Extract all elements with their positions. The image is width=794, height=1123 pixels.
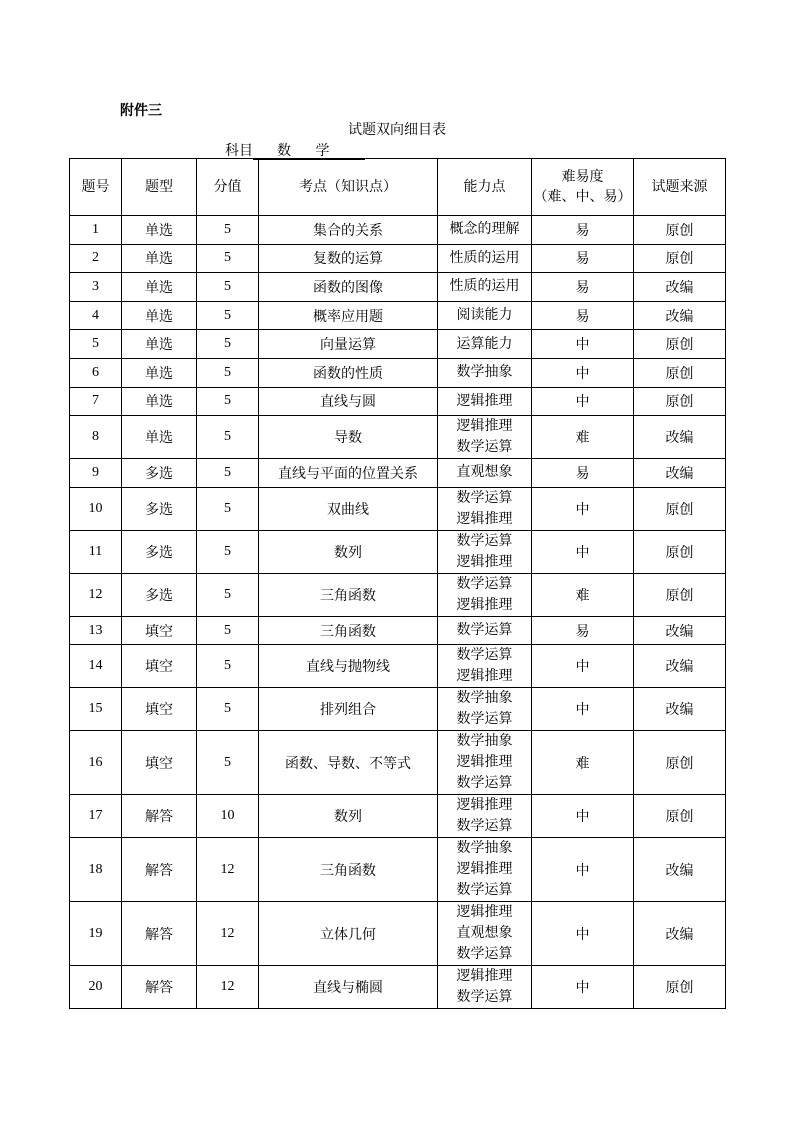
cell-ability — [438, 487, 532, 530]
cell-score: 5 — [197, 459, 259, 488]
ability-item: 概念的理解 — [449, 221, 520, 238]
cell-type: 解答 — [122, 902, 197, 966]
ability-item: 数学运算 — [456, 575, 513, 592]
ability-item: 逻辑推理 — [456, 510, 513, 527]
cell-type: 多选 — [122, 487, 197, 530]
table-row — [70, 966, 726, 1009]
ability-item: 数学运算 — [456, 711, 513, 728]
cell-difficulty: 中 — [532, 688, 634, 731]
ability-item: 逻辑推理 — [456, 797, 513, 814]
cell-no: 11 — [70, 530, 122, 573]
cell-score: 5 — [197, 530, 259, 573]
cell-source: 原创 — [634, 244, 726, 273]
cell-ability — [438, 966, 532, 1009]
ability-item: 直观想象 — [456, 925, 513, 942]
cell-no: 5 — [70, 330, 122, 359]
ability-item: 数学运算 — [456, 647, 513, 664]
table-row — [70, 301, 726, 330]
table-row — [70, 688, 726, 731]
cell-ability — [438, 645, 532, 688]
cell-source: 改编 — [634, 273, 726, 302]
cell-source: 原创 — [634, 966, 726, 1009]
cell-type: 多选 — [122, 573, 197, 616]
cell-ability — [438, 530, 532, 573]
ability-item: 性质的运用 — [449, 249, 520, 266]
cell-type: 单选 — [122, 416, 197, 459]
cell-no: 6 — [70, 358, 122, 387]
cell-source: 改编 — [634, 838, 726, 902]
cell-no: 9 — [70, 459, 122, 488]
ability-item: 性质的运用 — [449, 278, 520, 295]
cell-source: 改编 — [634, 459, 726, 488]
cell-no: 18 — [70, 838, 122, 902]
ability-item: 数学运算 — [456, 532, 513, 549]
cell-source: 改编 — [634, 902, 726, 966]
cell-type: 填空 — [122, 731, 197, 795]
table-row — [70, 358, 726, 387]
ability-item: 数学运算 — [456, 882, 513, 899]
table-row — [70, 731, 726, 795]
cell-topic: 直线与抛物线 — [259, 645, 438, 688]
cell-score: 5 — [197, 487, 259, 530]
cell-score: 5 — [197, 416, 259, 459]
cell-difficulty: 中 — [532, 795, 634, 838]
table-row — [70, 530, 726, 573]
cell-ability — [438, 273, 532, 302]
cell-topic: 三角函数 — [259, 838, 438, 902]
ability-item: 阅读能力 — [456, 307, 513, 324]
cell-topic: 直线与圆 — [259, 387, 438, 416]
ability-item: 数学运算 — [456, 989, 513, 1006]
cell-no: 8 — [70, 416, 122, 459]
ability-item: 直观想象 — [456, 464, 513, 481]
col-header-no: 题号 — [70, 159, 122, 216]
cell-topic: 概率应用题 — [259, 301, 438, 330]
col-header-source: 试题来源 — [634, 159, 726, 216]
cell-source: 改编 — [634, 301, 726, 330]
cell-ability — [438, 573, 532, 616]
cell-no: 20 — [70, 966, 122, 1009]
ability-item: 逻辑推理 — [456, 754, 513, 771]
cell-topic: 函数的图像 — [259, 273, 438, 302]
cell-score: 5 — [197, 616, 259, 645]
cell-topic: 立体几何 — [259, 902, 438, 966]
cell-difficulty: 中 — [532, 358, 634, 387]
cell-difficulty: 中 — [532, 645, 634, 688]
cell-topic: 函数、导数、不等式 — [259, 731, 438, 795]
ability-item: 运算能力 — [456, 335, 513, 352]
cell-ability — [438, 387, 532, 416]
cell-type: 解答 — [122, 838, 197, 902]
cell-type: 解答 — [122, 795, 197, 838]
cell-type: 填空 — [122, 645, 197, 688]
cell-no: 19 — [70, 902, 122, 966]
cell-source: 原创 — [634, 795, 726, 838]
cell-difficulty: 难 — [532, 573, 634, 616]
cell-no: 4 — [70, 301, 122, 330]
table-row — [70, 616, 726, 645]
cell-score: 5 — [197, 273, 259, 302]
cell-difficulty: 中 — [532, 530, 634, 573]
ability-item: 数学运算 — [456, 439, 513, 456]
table-row — [70, 459, 726, 488]
cell-difficulty: 难 — [532, 416, 634, 459]
ability-item: 逻辑推理 — [456, 861, 513, 878]
cell-source: 原创 — [634, 387, 726, 416]
cell-type: 单选 — [122, 330, 197, 359]
cell-no: 2 — [70, 244, 122, 273]
cell-difficulty: 易 — [532, 616, 634, 645]
cell-score: 10 — [197, 795, 259, 838]
cell-topic: 向量运算 — [259, 330, 438, 359]
cell-score: 5 — [197, 645, 259, 688]
cell-source: 原创 — [634, 731, 726, 795]
cell-difficulty: 易 — [532, 459, 634, 488]
cell-difficulty: 中 — [532, 330, 634, 359]
cell-score: 5 — [197, 216, 259, 245]
cell-topic: 排列组合 — [259, 688, 438, 731]
cell-no: 7 — [70, 387, 122, 416]
ability-item: 数学抽象 — [456, 733, 513, 750]
cell-difficulty: 易 — [532, 301, 634, 330]
cell-difficulty: 中 — [532, 838, 634, 902]
ability-item: 数学运算 — [456, 946, 513, 963]
table-body — [70, 216, 726, 1009]
cell-no: 15 — [70, 688, 122, 731]
cell-difficulty: 中 — [532, 902, 634, 966]
cell-type: 单选 — [122, 301, 197, 330]
cell-topic: 直线与椭圆 — [259, 966, 438, 1009]
cell-topic: 导数 — [259, 416, 438, 459]
cell-topic: 数列 — [259, 530, 438, 573]
cell-no: 13 — [70, 616, 122, 645]
cell-ability — [438, 244, 532, 273]
cell-source: 原创 — [634, 216, 726, 245]
cell-score: 5 — [197, 244, 259, 273]
cell-source: 改编 — [634, 645, 726, 688]
ability-item: 数学抽象 — [456, 690, 513, 707]
table-row — [70, 330, 726, 359]
col-header-difficulty-line1: 难易度 — [561, 169, 604, 185]
cell-ability — [438, 731, 532, 795]
table-row — [70, 573, 726, 616]
cell-no: 16 — [70, 731, 122, 795]
cell-ability — [438, 358, 532, 387]
table-row — [70, 216, 726, 245]
cell-topic: 双曲线 — [259, 487, 438, 530]
cell-topic: 直线与平面的位置关系 — [259, 459, 438, 488]
cell-difficulty: 中 — [532, 966, 634, 1009]
document-title: 试题双向细目表 — [348, 122, 446, 138]
cell-score: 12 — [197, 966, 259, 1009]
cell-score: 5 — [197, 573, 259, 616]
cell-type: 解答 — [122, 966, 197, 1009]
cell-source: 原创 — [634, 530, 726, 573]
cell-difficulty: 难 — [532, 731, 634, 795]
cell-ability — [438, 688, 532, 731]
cell-ability — [438, 416, 532, 459]
table-row — [70, 416, 726, 459]
cell-type: 填空 — [122, 688, 197, 731]
cell-score: 5 — [197, 330, 259, 359]
ability-item: 数学运算 — [456, 489, 513, 506]
ability-item: 数学抽象 — [456, 840, 513, 857]
col-header-type: 题型 — [122, 159, 197, 216]
cell-topic: 数列 — [259, 795, 438, 838]
ability-item: 逻辑推理 — [456, 418, 513, 435]
cell-score: 5 — [197, 387, 259, 416]
cell-ability — [438, 838, 532, 902]
col-header-score: 分值 — [197, 159, 259, 216]
cell-type: 多选 — [122, 459, 197, 488]
ability-item: 逻辑推理 — [456, 553, 513, 570]
table-header-row — [70, 159, 726, 216]
cell-source: 改编 — [634, 616, 726, 645]
cell-ability — [438, 795, 532, 838]
cell-difficulty: 中 — [532, 387, 634, 416]
cell-score: 5 — [197, 301, 259, 330]
col-header-difficulty — [532, 159, 634, 216]
col-header-topic: 考点（知识点） — [259, 159, 438, 216]
ability-item: 数学运算 — [456, 622, 513, 639]
cell-difficulty: 易 — [532, 273, 634, 302]
cell-source: 改编 — [634, 688, 726, 731]
cell-source: 原创 — [634, 487, 726, 530]
table-row — [70, 902, 726, 966]
cell-ability — [438, 301, 532, 330]
cell-score: 12 — [197, 838, 259, 902]
cell-type: 单选 — [122, 216, 197, 245]
col-header-difficulty-line2: （难、中、易） — [533, 189, 632, 205]
cell-score: 5 — [197, 358, 259, 387]
cell-no: 1 — [70, 216, 122, 245]
cell-type: 多选 — [122, 530, 197, 573]
cell-no: 14 — [70, 645, 122, 688]
cell-type: 填空 — [122, 616, 197, 645]
ability-item: 数学抽象 — [456, 364, 513, 381]
cell-ability — [438, 459, 532, 488]
cell-difficulty: 中 — [532, 487, 634, 530]
attachment-label: 附件三 — [120, 103, 162, 119]
table-row — [70, 387, 726, 416]
cell-ability — [438, 616, 532, 645]
cell-no: 12 — [70, 573, 122, 616]
cell-source: 原创 — [634, 330, 726, 359]
table-row — [70, 244, 726, 273]
cell-type: 单选 — [122, 244, 197, 273]
cell-ability — [438, 216, 532, 245]
cell-source: 原创 — [634, 358, 726, 387]
cell-type: 单选 — [122, 387, 197, 416]
cell-type: 单选 — [122, 273, 197, 302]
subject-label: 科目 — [225, 143, 253, 159]
table-row — [70, 487, 726, 530]
ability-item: 数学运算 — [456, 775, 513, 792]
col-header-ability: 能力点 — [438, 159, 532, 216]
cell-score: 5 — [197, 731, 259, 795]
cell-score: 5 — [197, 688, 259, 731]
cell-source: 改编 — [634, 416, 726, 459]
cell-topic: 集合的关系 — [259, 216, 438, 245]
table-row — [70, 795, 726, 838]
subject-value: 数 学 — [253, 143, 365, 160]
ability-item: 逻辑推理 — [456, 668, 513, 685]
table-row — [70, 645, 726, 688]
table-row — [70, 273, 726, 302]
table-row — [70, 838, 726, 902]
cell-no: 17 — [70, 795, 122, 838]
cell-ability — [438, 902, 532, 966]
ability-item: 逻辑推理 — [456, 596, 513, 613]
cell-no: 3 — [70, 273, 122, 302]
subject-line — [225, 140, 365, 160]
ability-item: 逻辑推理 — [456, 904, 513, 921]
ability-item: 数学运算 — [456, 818, 513, 835]
cell-no: 10 — [70, 487, 122, 530]
cell-topic: 三角函数 — [259, 573, 438, 616]
cell-difficulty: 易 — [532, 216, 634, 245]
ability-item: 逻辑推理 — [456, 968, 513, 985]
cell-topic: 复数的运算 — [259, 244, 438, 273]
ability-item: 逻辑推理 — [456, 392, 513, 409]
cell-difficulty: 易 — [532, 244, 634, 273]
cell-topic: 函数的性质 — [259, 358, 438, 387]
cell-score: 12 — [197, 902, 259, 966]
detail-table — [69, 158, 726, 1009]
cell-type: 单选 — [122, 358, 197, 387]
cell-topic: 三角函数 — [259, 616, 438, 645]
cell-ability — [438, 330, 532, 359]
cell-source: 原创 — [634, 573, 726, 616]
